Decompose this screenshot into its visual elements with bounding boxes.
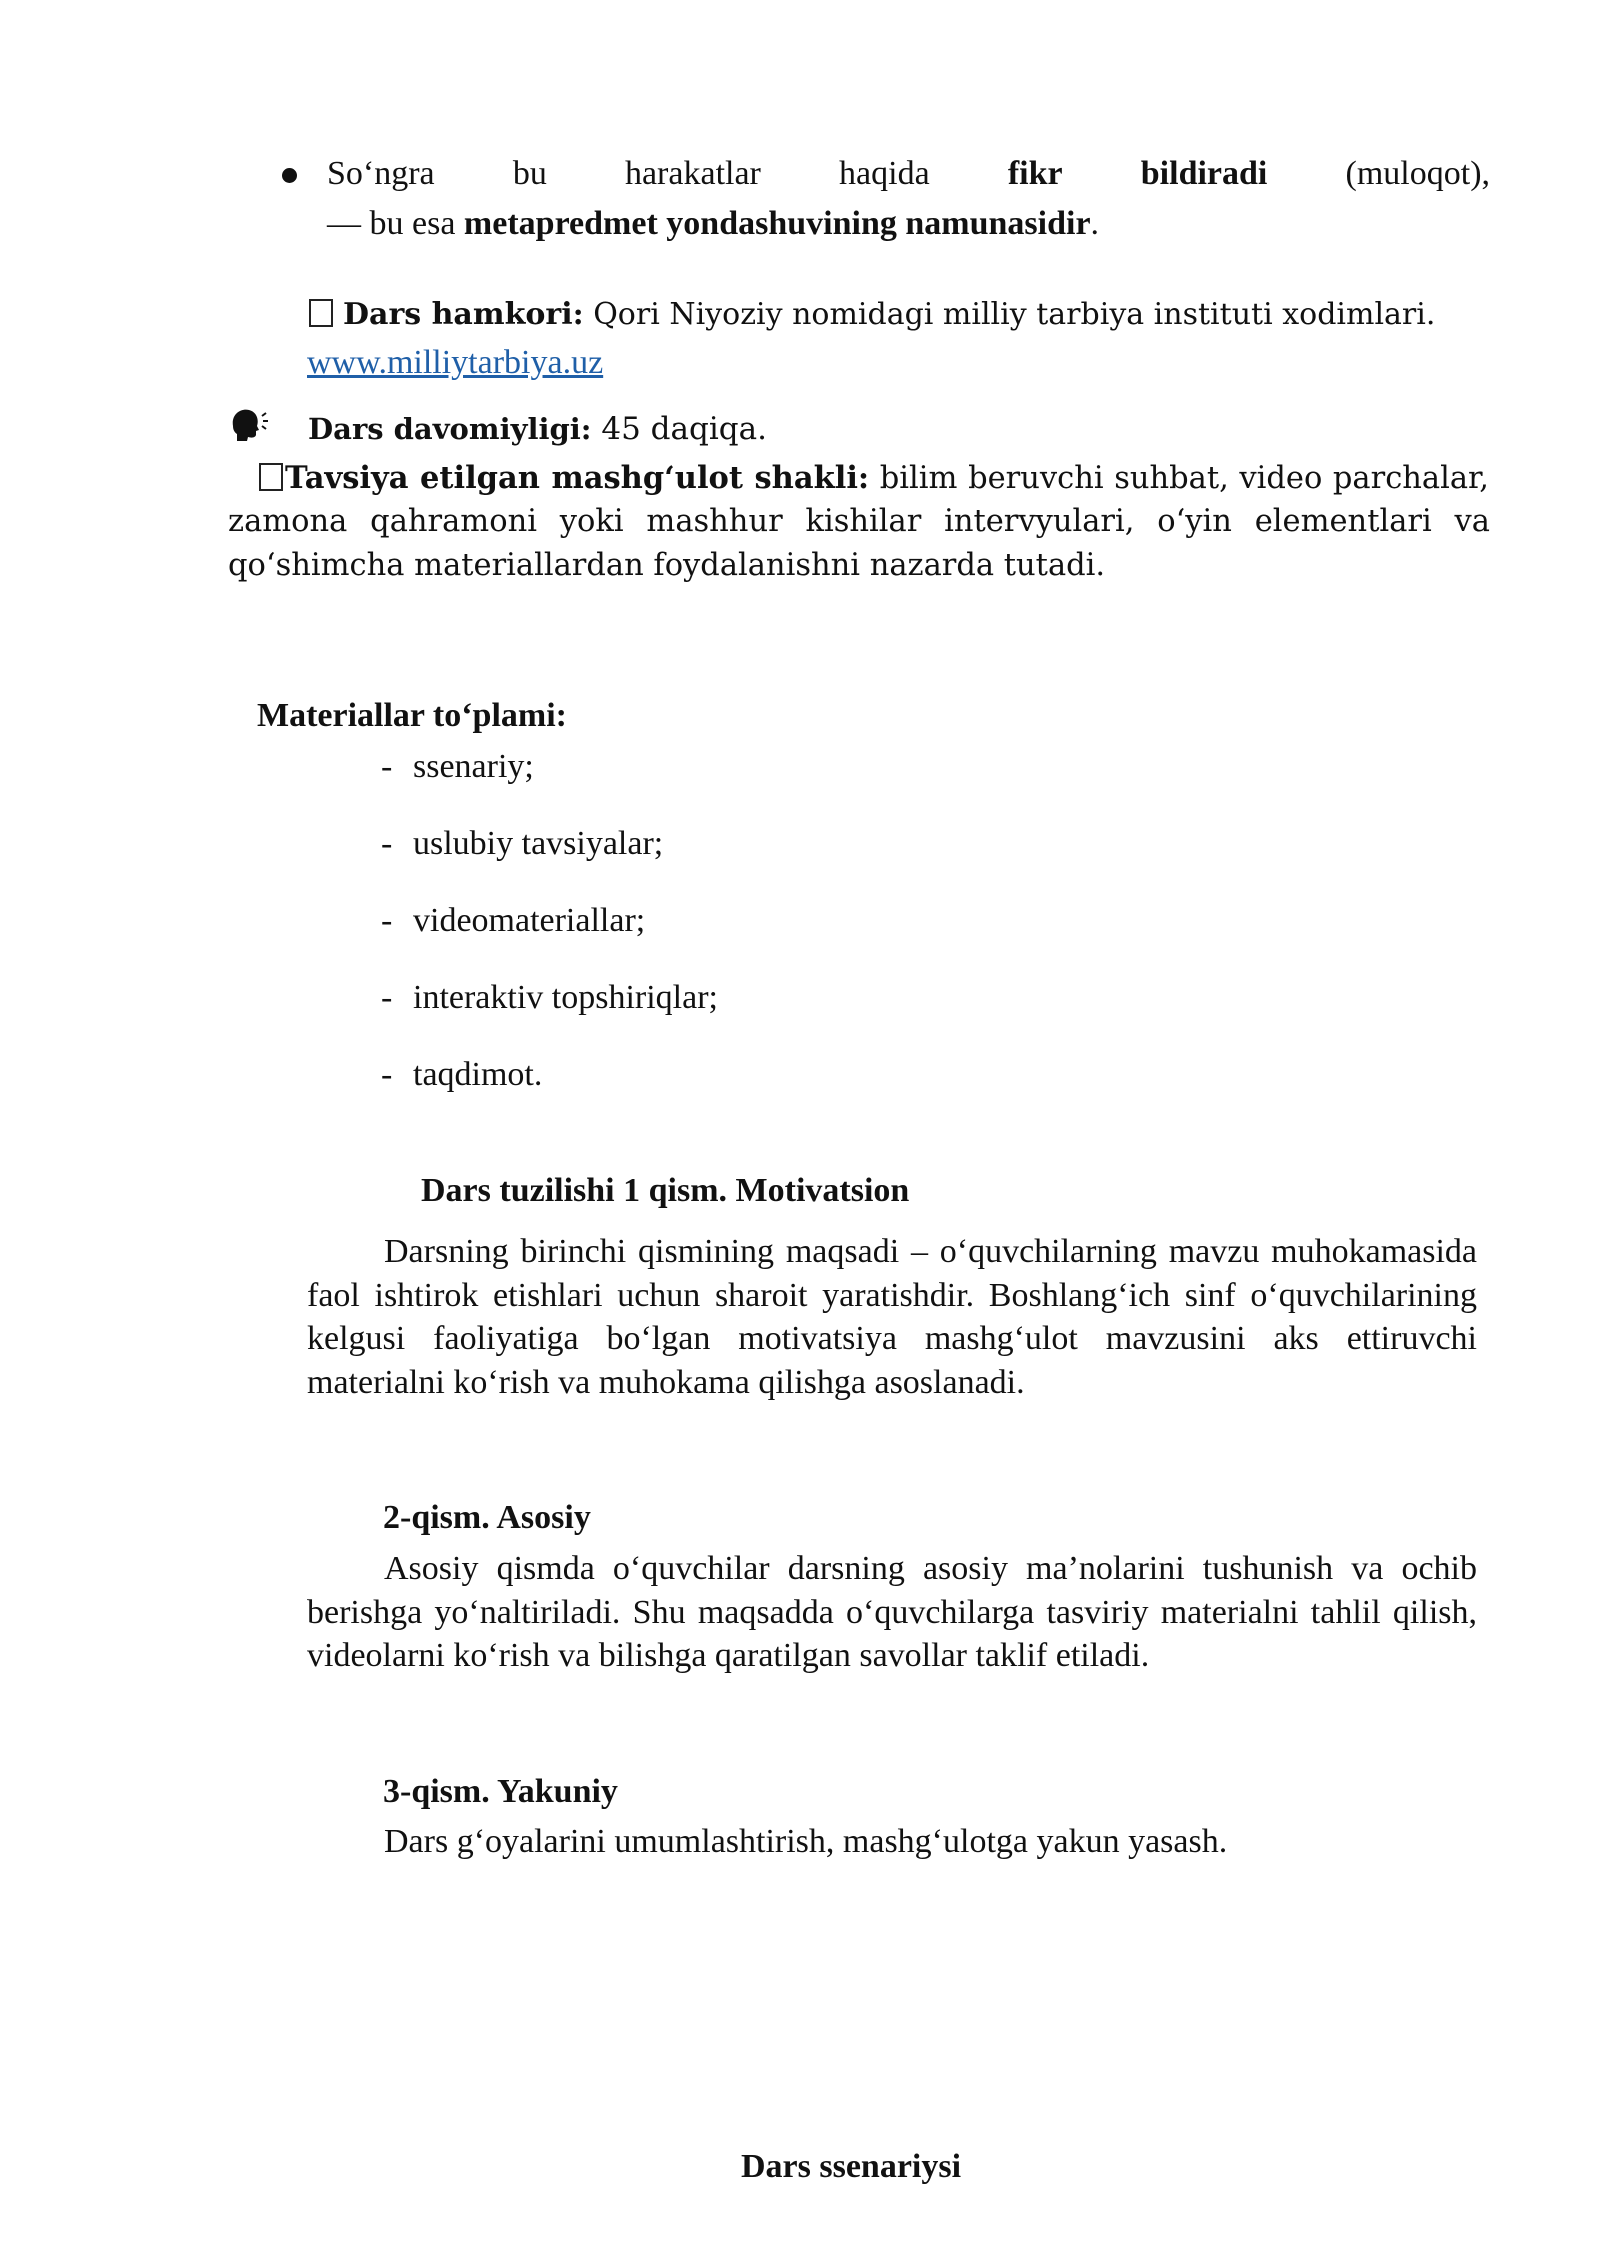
bullet-text-end: . [1090, 205, 1100, 242]
partner-website-link[interactable]: www.milliytarbiya.uz [307, 344, 604, 381]
bullet-word-bold: bildiradi [1140, 155, 1268, 192]
part1-heading: Dars tuzilishi 1 qism. Motivatsion [421, 1172, 910, 1209]
list-item-text: interaktiv topshiriqlar; [413, 979, 718, 1016]
list-item: - ssenariy; [381, 748, 534, 785]
form-label: Tavsiya etilgan mashg‘ulot shakli: [285, 460, 870, 496]
bullet-word: haqida [839, 155, 930, 192]
bullet-dot-icon [282, 168, 297, 183]
duration-label: Dars davomiyligi: [308, 412, 592, 446]
bullet-word: So‘ngra [327, 155, 435, 192]
list-item-text: taqdimot. [413, 1056, 543, 1093]
part2-heading: 2-qism. Asosiy [383, 1499, 591, 1536]
bullet-line-2 [327, 202, 1099, 246]
partner-link-line [307, 341, 603, 385]
form-text: qo‘shimcha materiallardan foydalanishni nazarda tutadi. [228, 548, 1106, 583]
duration-line [308, 407, 767, 451]
part3-paragraph: Dars g‘oyalarini umumlashtirish, mashg‘ulotga yakun yasash. [384, 1823, 1228, 1860]
bullet-text-bold: metapredmet yondashuvining namunasidir [463, 205, 1091, 242]
partner-line [309, 291, 1435, 337]
form-word: mashhur [646, 504, 783, 539]
form-word: suhbat, [1114, 461, 1229, 496]
missing-glyph-box-icon [259, 463, 283, 491]
form-word: parchalar, [1332, 461, 1489, 496]
list-item: - interaktiv topshiriqlar; [381, 979, 718, 1016]
part2-paragraph: Asosiy qismda o‘quvchilar darsning asosiy ma’nolarini tushunish va ochib berishga yo‘naltiriladi. Shu maqsadda o‘quvchilarga tasviriy materialni tahlil qilish, videolarni ko‘rish va bilishga qaratilgan savollar taklif etiladi. [307, 1550, 1477, 1674]
list-item: - uslubiy tavsiyalar; [381, 825, 664, 862]
list-item: - taqdimot. [381, 1056, 543, 1093]
form-word: zamona [228, 504, 348, 539]
materials-list [381, 745, 718, 1097]
bullet-word-bold: fikr [1007, 155, 1063, 192]
bullet-text: — bu esa [327, 205, 464, 242]
form-label-wrap [259, 461, 869, 496]
part1-paragraph: Darsning birinchi qismining maqsadi – o‘quvchilarning mavzu muhokamasida faol ishtirok etishlari uchun sharoit yaratishdir. Boshlang‘ich sinf o‘quvchilarining kelgusi faoliyatiga bo‘lgan motivatsiya mashg‘ulot mavzusini aks ettiruvchi materialni ko‘rish va muhokama qilishga asoslanadi. [307, 1233, 1477, 1401]
form-word: video [1239, 461, 1323, 496]
form-word: bilim [879, 461, 958, 496]
part3-heading: 3-qism. Yakuniy [383, 1773, 618, 1810]
form-word: kishilar [805, 504, 922, 539]
materials-heading: Materiallar to‘plami: [257, 697, 568, 734]
list-item-text: uslubiy tavsiyalar; [413, 825, 664, 862]
form-word: yoki [559, 504, 624, 539]
list-item-text: videomateriallar; [413, 902, 646, 939]
missing-glyph-box-icon [309, 299, 333, 327]
list-item: - videomateriallar; [381, 902, 646, 939]
scenario-heading: Dars ssenariysi [741, 2148, 962, 2185]
form-word: beruvchi [968, 461, 1104, 496]
duration-value: 45 daqiqa. [591, 411, 767, 447]
bullet-word: harakatlar [624, 155, 761, 192]
speaking-head-icon [229, 406, 271, 442]
bullet-word: (muloqot), [1345, 155, 1491, 192]
form-line-2 [228, 500, 1490, 544]
list-item-text: ssenariy; [413, 748, 534, 785]
form-word: va [1454, 504, 1490, 539]
form-word: intervyulari, [944, 504, 1135, 539]
form-word: qahramoni [370, 504, 537, 539]
form-line-3 [228, 544, 1105, 588]
partner-label: Dars hamkori: [343, 297, 584, 332]
partner-text: Qori Niyoziy nomidagi milliy tarbiya instituti xodimlari. [583, 297, 1436, 332]
bullet-word: bu [512, 155, 547, 192]
form-word: o‘yin [1157, 504, 1232, 539]
form-word: elementlari [1254, 504, 1432, 539]
form-line-1 [259, 456, 1489, 501]
bullet-line-1 [327, 152, 1490, 196]
